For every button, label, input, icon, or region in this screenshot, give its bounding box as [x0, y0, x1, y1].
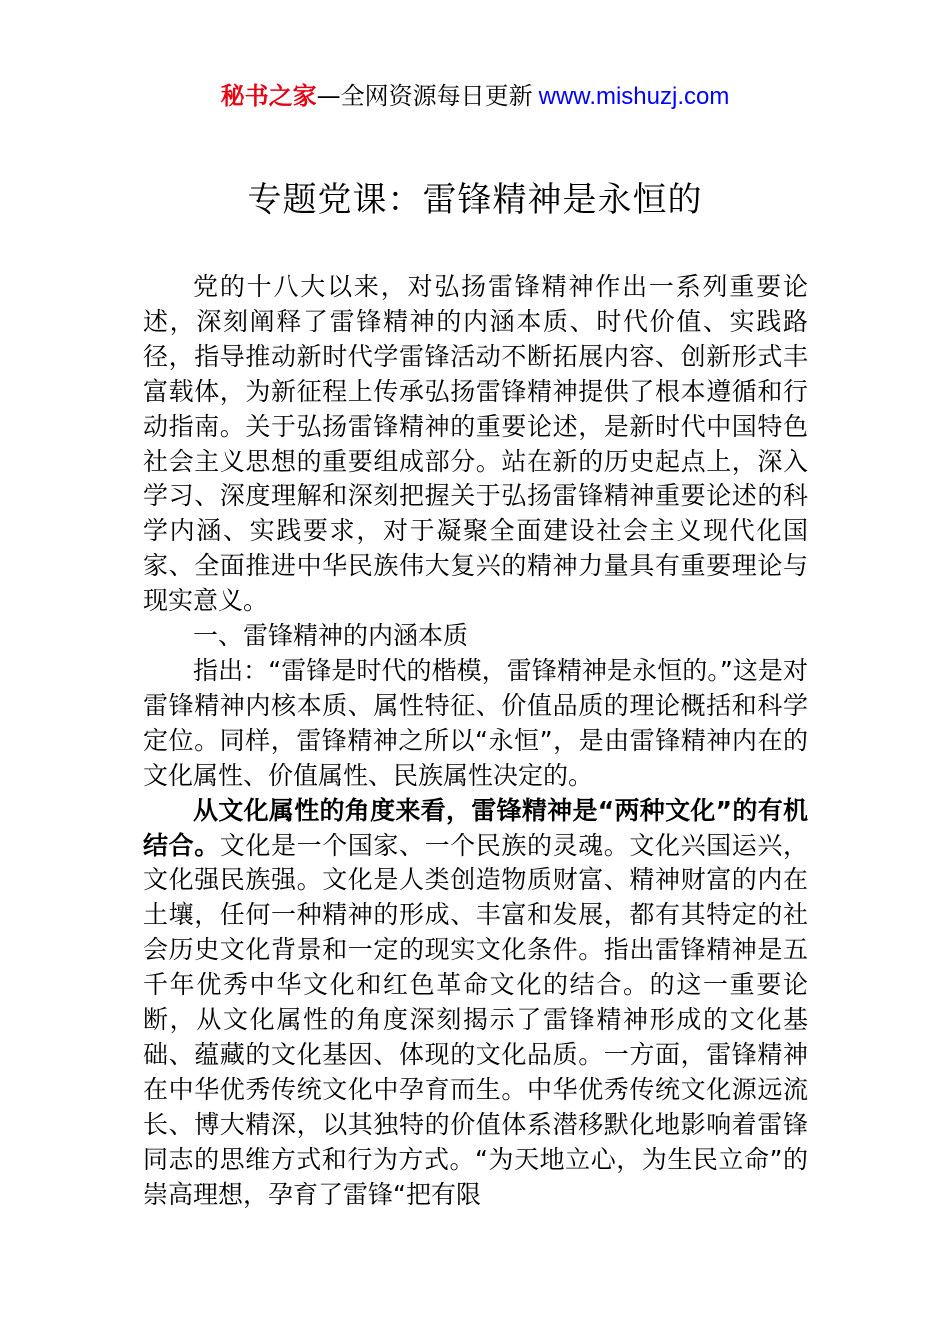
- site-slogan: —全网资源每日更新: [316, 82, 533, 110]
- document-body: [143, 270, 808, 1212]
- culture-paragraph-lead: 从文化属性的角度来看，雷锋精神是“两种文化”的有机结合。: [143, 795, 808, 860]
- definition-paragraph: 指出：“雷锋是时代的楷模，雷锋精神是永恒的。”这是对雷锋精神内核本质、属性特征、价值品质的理论概括和科学定位。同样，雷锋精神之所以“永恒”，是由雷锋精神内在的文化属性、价值属性、民族属性决定的。: [143, 655, 808, 790]
- document-title: 专题党课：雷锋精神是永恒的: [247, 180, 703, 220]
- culture-paragraph-text: 文化是一个国家、一个民族的灵魂。文化兴国运兴，文化强民族强。文化是人类创造物质财富、精神财富的内在土壤，任何一种精神的形成、丰富和发展，都有其特定的社会历史文化背景和一定的现实文化条件。指出雷锋精神是五千年优秀中华文化和红色革命文化的结合。的这一重要论断，从文化属性的角度深刻揭示了雷锋精神形成的文化基础、蕴藏的文化基因、体现的文化品质。一方面，雷锋精神在中华优秀传统文化中孕育而生。中华优秀传统文化源远流长、博大精深，以其独特的价值体系潜移默化地影响着雷锋同志的思维方式和行为方式。“为天地立心，为生民立命”的崇高理想，孕育了雷锋“把有限: [143, 830, 808, 1209]
- site-header: [0, 80, 950, 113]
- section-heading: 一、雷锋精神的内涵本质: [193, 621, 469, 651]
- site-url-link[interactable]: www.mishuzj.com: [538, 83, 730, 110]
- site-brand: 秘书之家: [220, 82, 317, 110]
- culture-paragraph: [143, 794, 808, 1213]
- intro-paragraph: 党的十八大以来，对弘扬雷锋精神作出一系列重要论述，深刻阐释了雷锋精神的内涵本质、时代价值、实践路径，指导推动新时代学雷锋活动不断拓展内容、创新形式丰富载体，为新征程上传承弘扬雷锋精神提供了根本遵循和行动指南。关于弘扬雷锋精神的重要论述，是新时代中国特色社会主义思想的重要组成部分。站在新的历史起点上，深入学习、深度理解和深刻把握关于弘扬雷锋精神重要论述的科学内涵、实践要求，对于凝聚全面建设社会主义现代化国家、全面推进中华民族伟大复兴的精神力量具有重要理论与现实意义。: [143, 272, 808, 616]
